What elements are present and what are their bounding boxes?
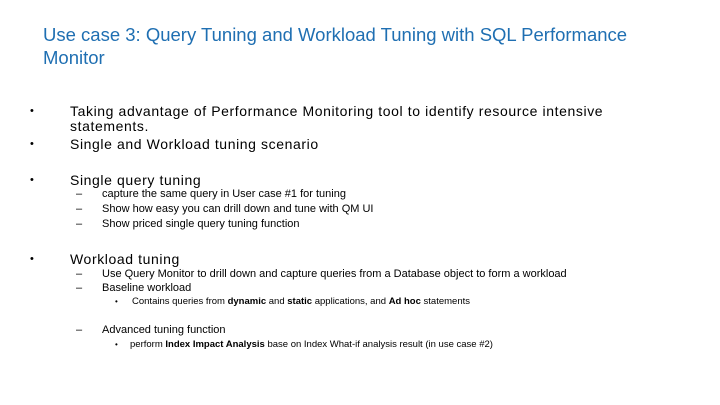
- bullet-dot: •: [30, 174, 34, 186]
- sub-item-text: capture the same query in User case #1 for tuning: [102, 188, 346, 200]
- slide-title: Use case 3: Query Tuning and Workload Tuning with SQL Performance Monitor: [43, 24, 628, 68]
- bullet-dot: •: [30, 253, 34, 265]
- dash-marker: –: [76, 324, 83, 336]
- dash-marker: –: [76, 268, 83, 280]
- bullet-dot: •: [30, 138, 34, 150]
- bullet-1-line-1: Taking advantage of Performance Monitoring tool to identify resource intensive: [70, 103, 604, 119]
- sub-item-text: Advanced tuning function: [102, 324, 226, 336]
- dash-marker: –: [76, 218, 83, 230]
- baseline-detail-text: Contains queries from dynamic and static applications, and Ad hoc statements: [132, 296, 470, 307]
- bullet-4-text: Workload tuning: [70, 251, 180, 267]
- bullet-dot: •: [115, 297, 118, 306]
- bullet-2-text: Single and Workload tuning scenario: [70, 136, 319, 152]
- bullet-3-text: Single query tuning: [70, 172, 202, 188]
- bullet-dot: •: [30, 105, 34, 117]
- advanced-detail-text: perform Index Impact Analysis base on Index What-if analysis result (in use case #2): [130, 339, 493, 350]
- dash-marker: –: [76, 282, 83, 294]
- sub-item-text: Show priced single query tuning function: [102, 218, 300, 230]
- dash-marker: –: [76, 188, 83, 200]
- dash-marker: –: [76, 203, 83, 215]
- sub-item-text: Baseline workload: [102, 282, 192, 294]
- sub-item-text: Show how easy you can drill down and tune with QM UI: [102, 203, 374, 215]
- bullet-1-line-2: statements.: [70, 118, 149, 134]
- bullet-dot: •: [115, 340, 118, 349]
- sub-item-text: Use Query Monitor to drill down and capture queries from a Database object to form a workload: [102, 268, 567, 280]
